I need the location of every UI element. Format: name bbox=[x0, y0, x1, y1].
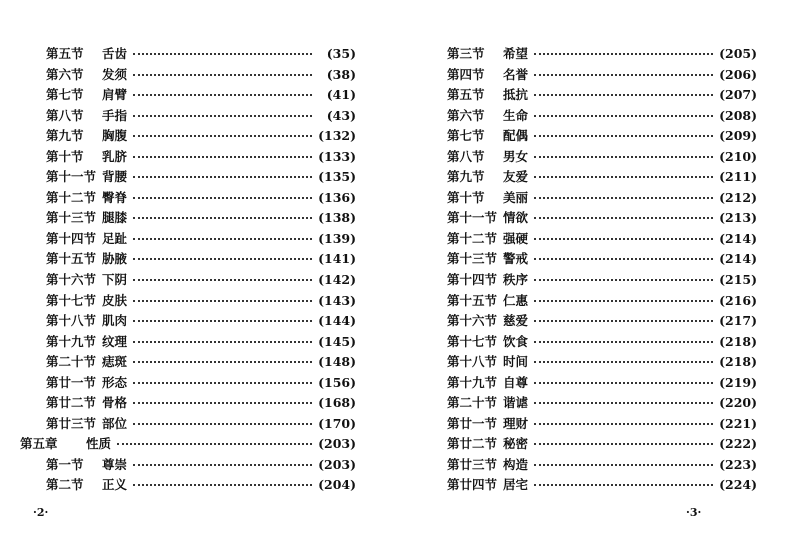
entry-number: 第二节 bbox=[46, 477, 84, 493]
entry-number: 第十一节 bbox=[46, 169, 97, 185]
toc-entry[interactable] bbox=[443, 85, 757, 106]
entry-number: 第三节 bbox=[447, 46, 485, 61]
entry-number: 第十节 bbox=[46, 148, 84, 164]
toc-entry[interactable] bbox=[443, 373, 757, 394]
entry-page-number: (41) bbox=[326, 87, 356, 103]
dot-leader bbox=[117, 442, 312, 445]
toc-entry[interactable] bbox=[443, 414, 757, 435]
entry-number: 第二十节 bbox=[46, 354, 97, 370]
toc-entry[interactable] bbox=[443, 249, 757, 270]
entry-page-number: (205) bbox=[719, 46, 757, 61]
entry-title: 秩序 bbox=[503, 272, 529, 288]
entry-title: 手指 bbox=[102, 107, 128, 123]
dot-leader bbox=[133, 237, 312, 240]
entry-number: 第十七节 bbox=[447, 333, 498, 349]
entry-number: 第廿四节 bbox=[447, 477, 498, 493]
toc-entry[interactable] bbox=[20, 188, 356, 209]
toc-entry[interactable] bbox=[20, 332, 356, 353]
entry-page-number: (142) bbox=[318, 272, 356, 288]
toc-entry[interactable] bbox=[20, 311, 356, 332]
entry-title: 慈爱 bbox=[503, 313, 529, 329]
dot-leader bbox=[133, 340, 312, 343]
toc-list-left bbox=[20, 44, 356, 496]
left-page bbox=[0, 0, 396, 559]
entry-title: 自尊 bbox=[503, 374, 529, 390]
toc-entry[interactable] bbox=[443, 44, 757, 65]
entry-page-number: (216) bbox=[719, 292, 757, 308]
dot-leader bbox=[133, 299, 312, 302]
dot-leader bbox=[534, 216, 713, 219]
toc-entry[interactable] bbox=[443, 229, 757, 250]
entry-title: 希望 bbox=[503, 46, 529, 61]
toc-entry[interactable] bbox=[20, 414, 356, 435]
page-number-right: ·3· bbox=[686, 506, 702, 519]
dot-leader bbox=[534, 114, 713, 117]
entry-number: 第四节 bbox=[447, 66, 485, 82]
entry-page-number: (209) bbox=[719, 128, 757, 144]
entry-page-number: (170) bbox=[318, 415, 356, 431]
entry-page-number: (214) bbox=[719, 230, 757, 246]
entry-number: 第十五节 bbox=[46, 251, 97, 267]
dot-leader bbox=[133, 196, 312, 199]
dot-leader bbox=[534, 299, 713, 302]
dot-leader bbox=[534, 196, 713, 199]
dot-leader bbox=[534, 360, 713, 363]
dot-leader bbox=[133, 73, 312, 76]
entry-title: 性质 bbox=[86, 436, 112, 452]
toc-entry[interactable] bbox=[20, 167, 356, 188]
entry-title: 抵抗 bbox=[503, 87, 529, 103]
toc-entry[interactable] bbox=[20, 147, 356, 168]
toc-entry[interactable] bbox=[20, 393, 356, 414]
dot-leader bbox=[534, 319, 713, 322]
entry-title: 男女 bbox=[503, 148, 529, 164]
dot-leader bbox=[534, 175, 713, 178]
entry-title: 尊崇 bbox=[102, 456, 128, 472]
toc-entry[interactable] bbox=[20, 65, 356, 86]
entry-page-number: (35) bbox=[326, 46, 356, 61]
toc-entry[interactable] bbox=[20, 270, 356, 291]
entry-number: 第十四节 bbox=[46, 230, 97, 246]
toc-entry[interactable] bbox=[20, 373, 356, 394]
entry-page-number: (215) bbox=[719, 272, 757, 288]
toc-entry[interactable] bbox=[20, 208, 356, 229]
entry-title: 美丽 bbox=[503, 189, 529, 205]
entry-number: 第十六节 bbox=[46, 272, 97, 288]
entry-page-number: (132) bbox=[318, 128, 356, 144]
entry-title: 腿膝 bbox=[102, 210, 128, 226]
dot-leader bbox=[534, 134, 713, 137]
entry-number: 第五节 bbox=[46, 46, 84, 61]
entry-number: 第九节 bbox=[447, 169, 485, 185]
toc-entry[interactable] bbox=[443, 434, 757, 455]
entry-number: 第十一节 bbox=[447, 210, 498, 226]
entry-title: 胁腋 bbox=[102, 251, 128, 267]
toc-entry[interactable] bbox=[443, 106, 757, 127]
entry-page-number: (223) bbox=[719, 456, 757, 472]
entry-page-number: (221) bbox=[719, 415, 757, 431]
dot-leader bbox=[133, 155, 312, 158]
entry-page-number: (43) bbox=[326, 107, 356, 123]
entry-page-number: (145) bbox=[318, 333, 356, 349]
entry-title: 肩臂 bbox=[102, 87, 128, 103]
toc-entry[interactable] bbox=[443, 188, 757, 209]
dot-leader bbox=[133, 52, 312, 55]
page-number-left: ·2· bbox=[33, 506, 49, 519]
entry-number: 第九节 bbox=[46, 128, 84, 144]
entry-page-number: (211) bbox=[719, 169, 757, 185]
toc-entry[interactable] bbox=[443, 270, 757, 291]
dot-leader bbox=[133, 319, 312, 322]
entry-page-number: (210) bbox=[719, 148, 757, 164]
entry-number: 第五节 bbox=[447, 87, 485, 103]
entry-number: 第七节 bbox=[447, 128, 485, 144]
entry-number: 第二十节 bbox=[447, 395, 498, 411]
entry-number: 第十二节 bbox=[46, 189, 97, 205]
entry-title: 背腰 bbox=[102, 169, 128, 185]
entry-page-number: (133) bbox=[318, 148, 356, 164]
entry-title: 乳脐 bbox=[102, 148, 128, 164]
toc-entry[interactable] bbox=[443, 311, 757, 332]
entry-page-number: (203) bbox=[318, 436, 356, 452]
dot-leader bbox=[534, 483, 713, 486]
entry-page-number: (213) bbox=[719, 210, 757, 226]
entry-number: 第六节 bbox=[46, 66, 84, 82]
entry-title: 下阴 bbox=[102, 272, 128, 288]
entry-title: 警戒 bbox=[503, 251, 529, 267]
entry-title: 纹理 bbox=[102, 333, 128, 349]
entry-number: 第十九节 bbox=[447, 374, 498, 390]
entry-number: 第十三节 bbox=[447, 251, 498, 267]
entry-page-number: (143) bbox=[318, 292, 356, 308]
entry-page-number: (204) bbox=[318, 477, 356, 493]
dot-leader bbox=[133, 278, 312, 281]
entry-number: 第六节 bbox=[447, 107, 485, 123]
entry-number: 第廿二节 bbox=[46, 395, 97, 411]
toc-entry[interactable] bbox=[20, 85, 356, 106]
toc-entry[interactable] bbox=[443, 147, 757, 168]
dot-leader bbox=[133, 93, 312, 96]
entry-number: 第十六节 bbox=[447, 313, 498, 329]
dot-leader bbox=[133, 463, 312, 466]
toc-chapter-entry[interactable] bbox=[20, 434, 356, 455]
entry-page-number: (144) bbox=[318, 313, 356, 329]
dot-leader bbox=[534, 155, 713, 158]
entry-page-number: (141) bbox=[318, 251, 356, 267]
entry-number: 第八节 bbox=[447, 148, 485, 164]
toc-entry[interactable] bbox=[443, 455, 757, 476]
entry-number: 第一节 bbox=[46, 456, 84, 472]
entry-title: 名誉 bbox=[503, 66, 529, 82]
toc-entry[interactable] bbox=[20, 44, 356, 65]
entry-number: 第十八节 bbox=[447, 354, 498, 370]
dot-leader bbox=[534, 401, 713, 404]
entry-page-number: (168) bbox=[318, 395, 356, 411]
dot-leader bbox=[534, 257, 713, 260]
dot-leader bbox=[534, 463, 713, 466]
entry-title: 骨格 bbox=[102, 395, 128, 411]
entry-page-number: (220) bbox=[719, 395, 757, 411]
entry-number: 第十八节 bbox=[46, 313, 97, 329]
entry-title: 肌肉 bbox=[102, 313, 128, 329]
dot-leader bbox=[133, 401, 312, 404]
entry-number: 第十三节 bbox=[46, 210, 97, 226]
entry-number: 第十四节 bbox=[447, 272, 498, 288]
toc-entry[interactable] bbox=[443, 475, 757, 496]
toc-entry[interactable] bbox=[20, 475, 356, 496]
entry-title: 臀脊 bbox=[102, 189, 128, 205]
entry-page-number: (212) bbox=[719, 189, 757, 205]
toc-list-right bbox=[443, 44, 757, 496]
toc-entry[interactable] bbox=[443, 393, 757, 414]
entry-page-number: (218) bbox=[719, 333, 757, 349]
entry-title: 友爱 bbox=[503, 169, 529, 185]
entry-title: 舌齿 bbox=[102, 46, 128, 61]
entry-page-number: (222) bbox=[719, 436, 757, 452]
entry-page-number: (203) bbox=[318, 456, 356, 472]
dot-leader bbox=[534, 340, 713, 343]
dot-leader bbox=[534, 52, 713, 55]
toc-entry[interactable] bbox=[443, 291, 757, 312]
dot-leader bbox=[534, 442, 713, 445]
entry-page-number: (138) bbox=[318, 210, 356, 226]
entry-number: 第七节 bbox=[46, 87, 84, 103]
entry-page-number: (136) bbox=[318, 189, 356, 205]
dot-leader bbox=[133, 483, 312, 486]
entry-title: 足趾 bbox=[102, 230, 128, 246]
toc-entry[interactable] bbox=[443, 167, 757, 188]
dot-leader bbox=[133, 257, 312, 260]
toc-entry[interactable] bbox=[443, 126, 757, 147]
entry-page-number: (219) bbox=[719, 374, 757, 390]
entry-title: 构造 bbox=[503, 456, 529, 472]
toc-entry[interactable] bbox=[443, 352, 757, 373]
dot-leader bbox=[534, 381, 713, 384]
toc-entry[interactable] bbox=[20, 455, 356, 476]
entry-page-number: (207) bbox=[719, 87, 757, 103]
toc-entry[interactable] bbox=[20, 229, 356, 250]
entry-page-number: (148) bbox=[318, 354, 356, 370]
dot-leader bbox=[133, 216, 312, 219]
entry-number: 第十五节 bbox=[447, 292, 498, 308]
dot-leader bbox=[534, 237, 713, 240]
entry-page-number: (38) bbox=[326, 66, 356, 82]
toc-entry[interactable] bbox=[443, 208, 757, 229]
entry-page-number: (217) bbox=[719, 313, 757, 329]
dot-leader bbox=[534, 73, 713, 76]
entry-title: 居宅 bbox=[503, 477, 529, 493]
entry-title: 皮肤 bbox=[102, 292, 128, 308]
entry-title: 痣斑 bbox=[102, 354, 128, 370]
entry-page-number: (139) bbox=[318, 230, 356, 246]
entry-title: 胸腹 bbox=[102, 128, 128, 144]
toc-entry[interactable] bbox=[20, 291, 356, 312]
dot-leader bbox=[534, 278, 713, 281]
entry-number: 第八节 bbox=[46, 107, 84, 123]
toc-entry[interactable] bbox=[20, 126, 356, 147]
entry-title: 强硬 bbox=[503, 230, 529, 246]
entry-page-number: (224) bbox=[719, 477, 757, 493]
entry-number: 第廿一节 bbox=[447, 415, 498, 431]
entry-title: 饮食 bbox=[503, 333, 529, 349]
dot-leader bbox=[534, 422, 713, 425]
entry-number: 第十二节 bbox=[447, 230, 498, 246]
entry-number: 第廿三节 bbox=[46, 415, 97, 431]
entry-number: 第廿一节 bbox=[46, 374, 97, 390]
entry-title: 时间 bbox=[503, 354, 529, 370]
entry-title: 形态 bbox=[102, 374, 128, 390]
entry-number: 第十九节 bbox=[46, 333, 97, 349]
right-page bbox=[396, 0, 793, 559]
entry-number: 第五章 bbox=[20, 436, 58, 452]
entry-title: 配偶 bbox=[503, 128, 529, 144]
entry-page-number: (156) bbox=[318, 374, 356, 390]
entry-title: 部位 bbox=[102, 415, 128, 431]
entry-number: 第廿三节 bbox=[447, 456, 498, 472]
entry-title: 情欲 bbox=[503, 210, 529, 226]
dot-leader bbox=[133, 134, 312, 137]
entry-title: 生命 bbox=[503, 107, 529, 123]
entry-title: 谐谑 bbox=[503, 395, 529, 411]
toc-entry[interactable] bbox=[443, 332, 757, 353]
entry-page-number: (208) bbox=[719, 107, 757, 123]
dot-leader bbox=[133, 360, 312, 363]
entry-number: 第十七节 bbox=[46, 292, 97, 308]
entry-title: 仁惠 bbox=[503, 292, 529, 308]
entry-page-number: (135) bbox=[318, 169, 356, 185]
toc-entry[interactable] bbox=[20, 352, 356, 373]
dot-leader bbox=[133, 114, 312, 117]
entry-number: 第廿二节 bbox=[447, 436, 498, 452]
entry-title: 发须 bbox=[102, 66, 128, 82]
dot-leader bbox=[133, 422, 312, 425]
toc-entry[interactable] bbox=[20, 249, 356, 270]
entry-page-number: (218) bbox=[719, 354, 757, 370]
entry-number: 第十节 bbox=[447, 189, 485, 205]
entry-page-number: (206) bbox=[719, 66, 757, 82]
dot-leader bbox=[133, 381, 312, 384]
entry-title: 秘密 bbox=[503, 436, 529, 452]
dot-leader bbox=[133, 175, 312, 178]
entry-title: 正义 bbox=[102, 477, 128, 493]
dot-leader bbox=[534, 93, 713, 96]
toc-entry[interactable] bbox=[20, 106, 356, 127]
entry-page-number: (214) bbox=[719, 251, 757, 267]
toc-entry[interactable] bbox=[443, 65, 757, 86]
entry-title: 理财 bbox=[503, 415, 529, 431]
